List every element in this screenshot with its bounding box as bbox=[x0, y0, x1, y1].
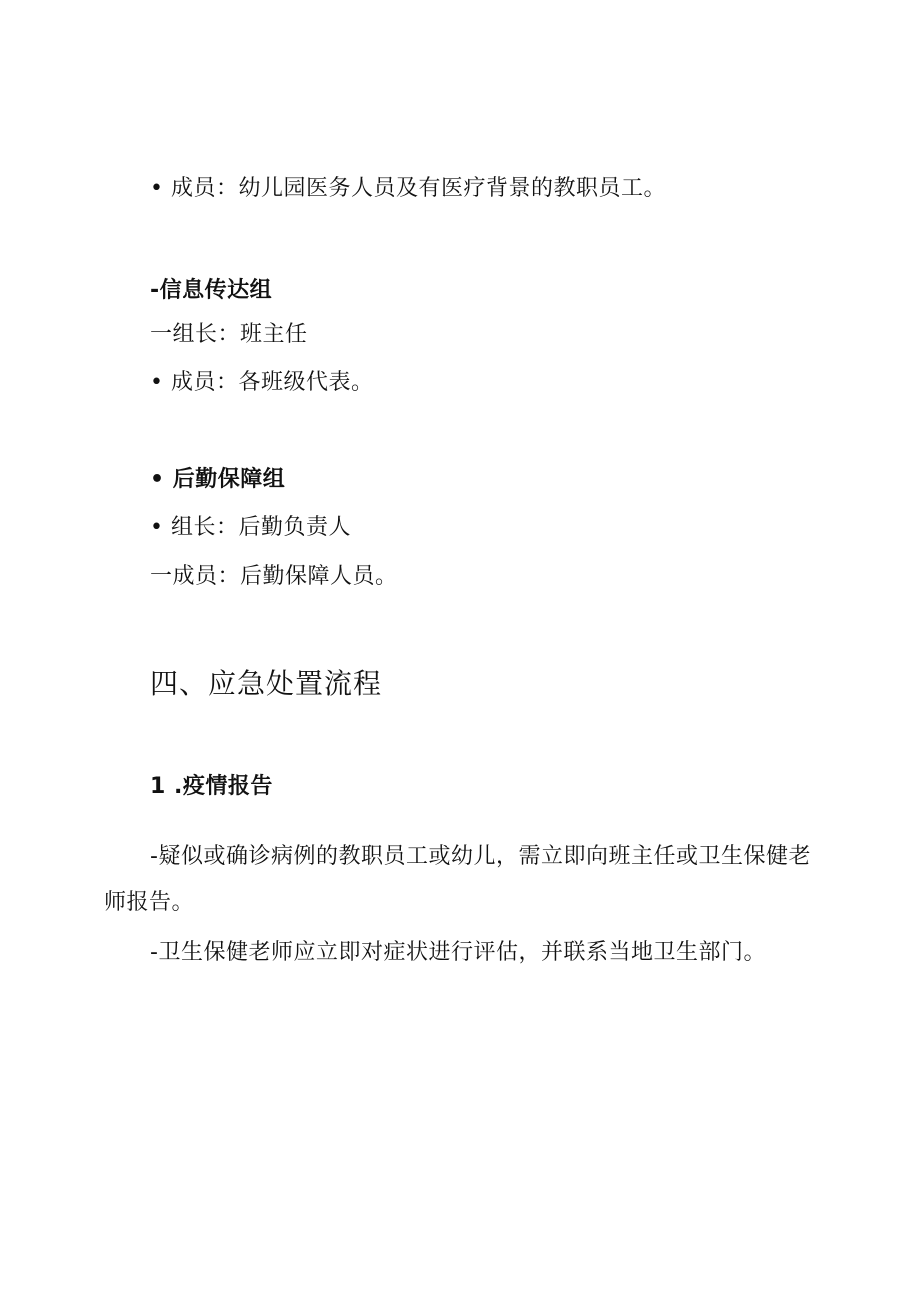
info-group-title: -信息传达组 bbox=[150, 278, 273, 303]
report-paragraph-1: -疑似或确诊病例的教职员工或幼儿，需立即向班主任或卫生保健老师报告。 bbox=[104, 844, 811, 915]
logistics-group-title: • 后勤保障组 bbox=[150, 467, 286, 492]
info-group-members: • 成员：各班级代表。 bbox=[150, 370, 374, 395]
subsection-heading: 1 .疫情报告 bbox=[150, 774, 273, 799]
info-group-leader: 一组长：班主任 bbox=[150, 322, 308, 347]
logistics-group-leader: • 组长：后勤负责人 bbox=[150, 515, 351, 540]
report-paragraph-2: -卫生保健老师应立即对症状进行评估，并联系当地卫生部门。 bbox=[150, 940, 766, 965]
section-heading: 四、应急处置流程 bbox=[150, 667, 383, 700]
logistics-group-members: 一成员：后勤保障人员。 bbox=[150, 564, 398, 589]
medical-group-members: • 成员：幼儿园医务人员及有医疗背景的教职员工。 bbox=[150, 176, 666, 201]
